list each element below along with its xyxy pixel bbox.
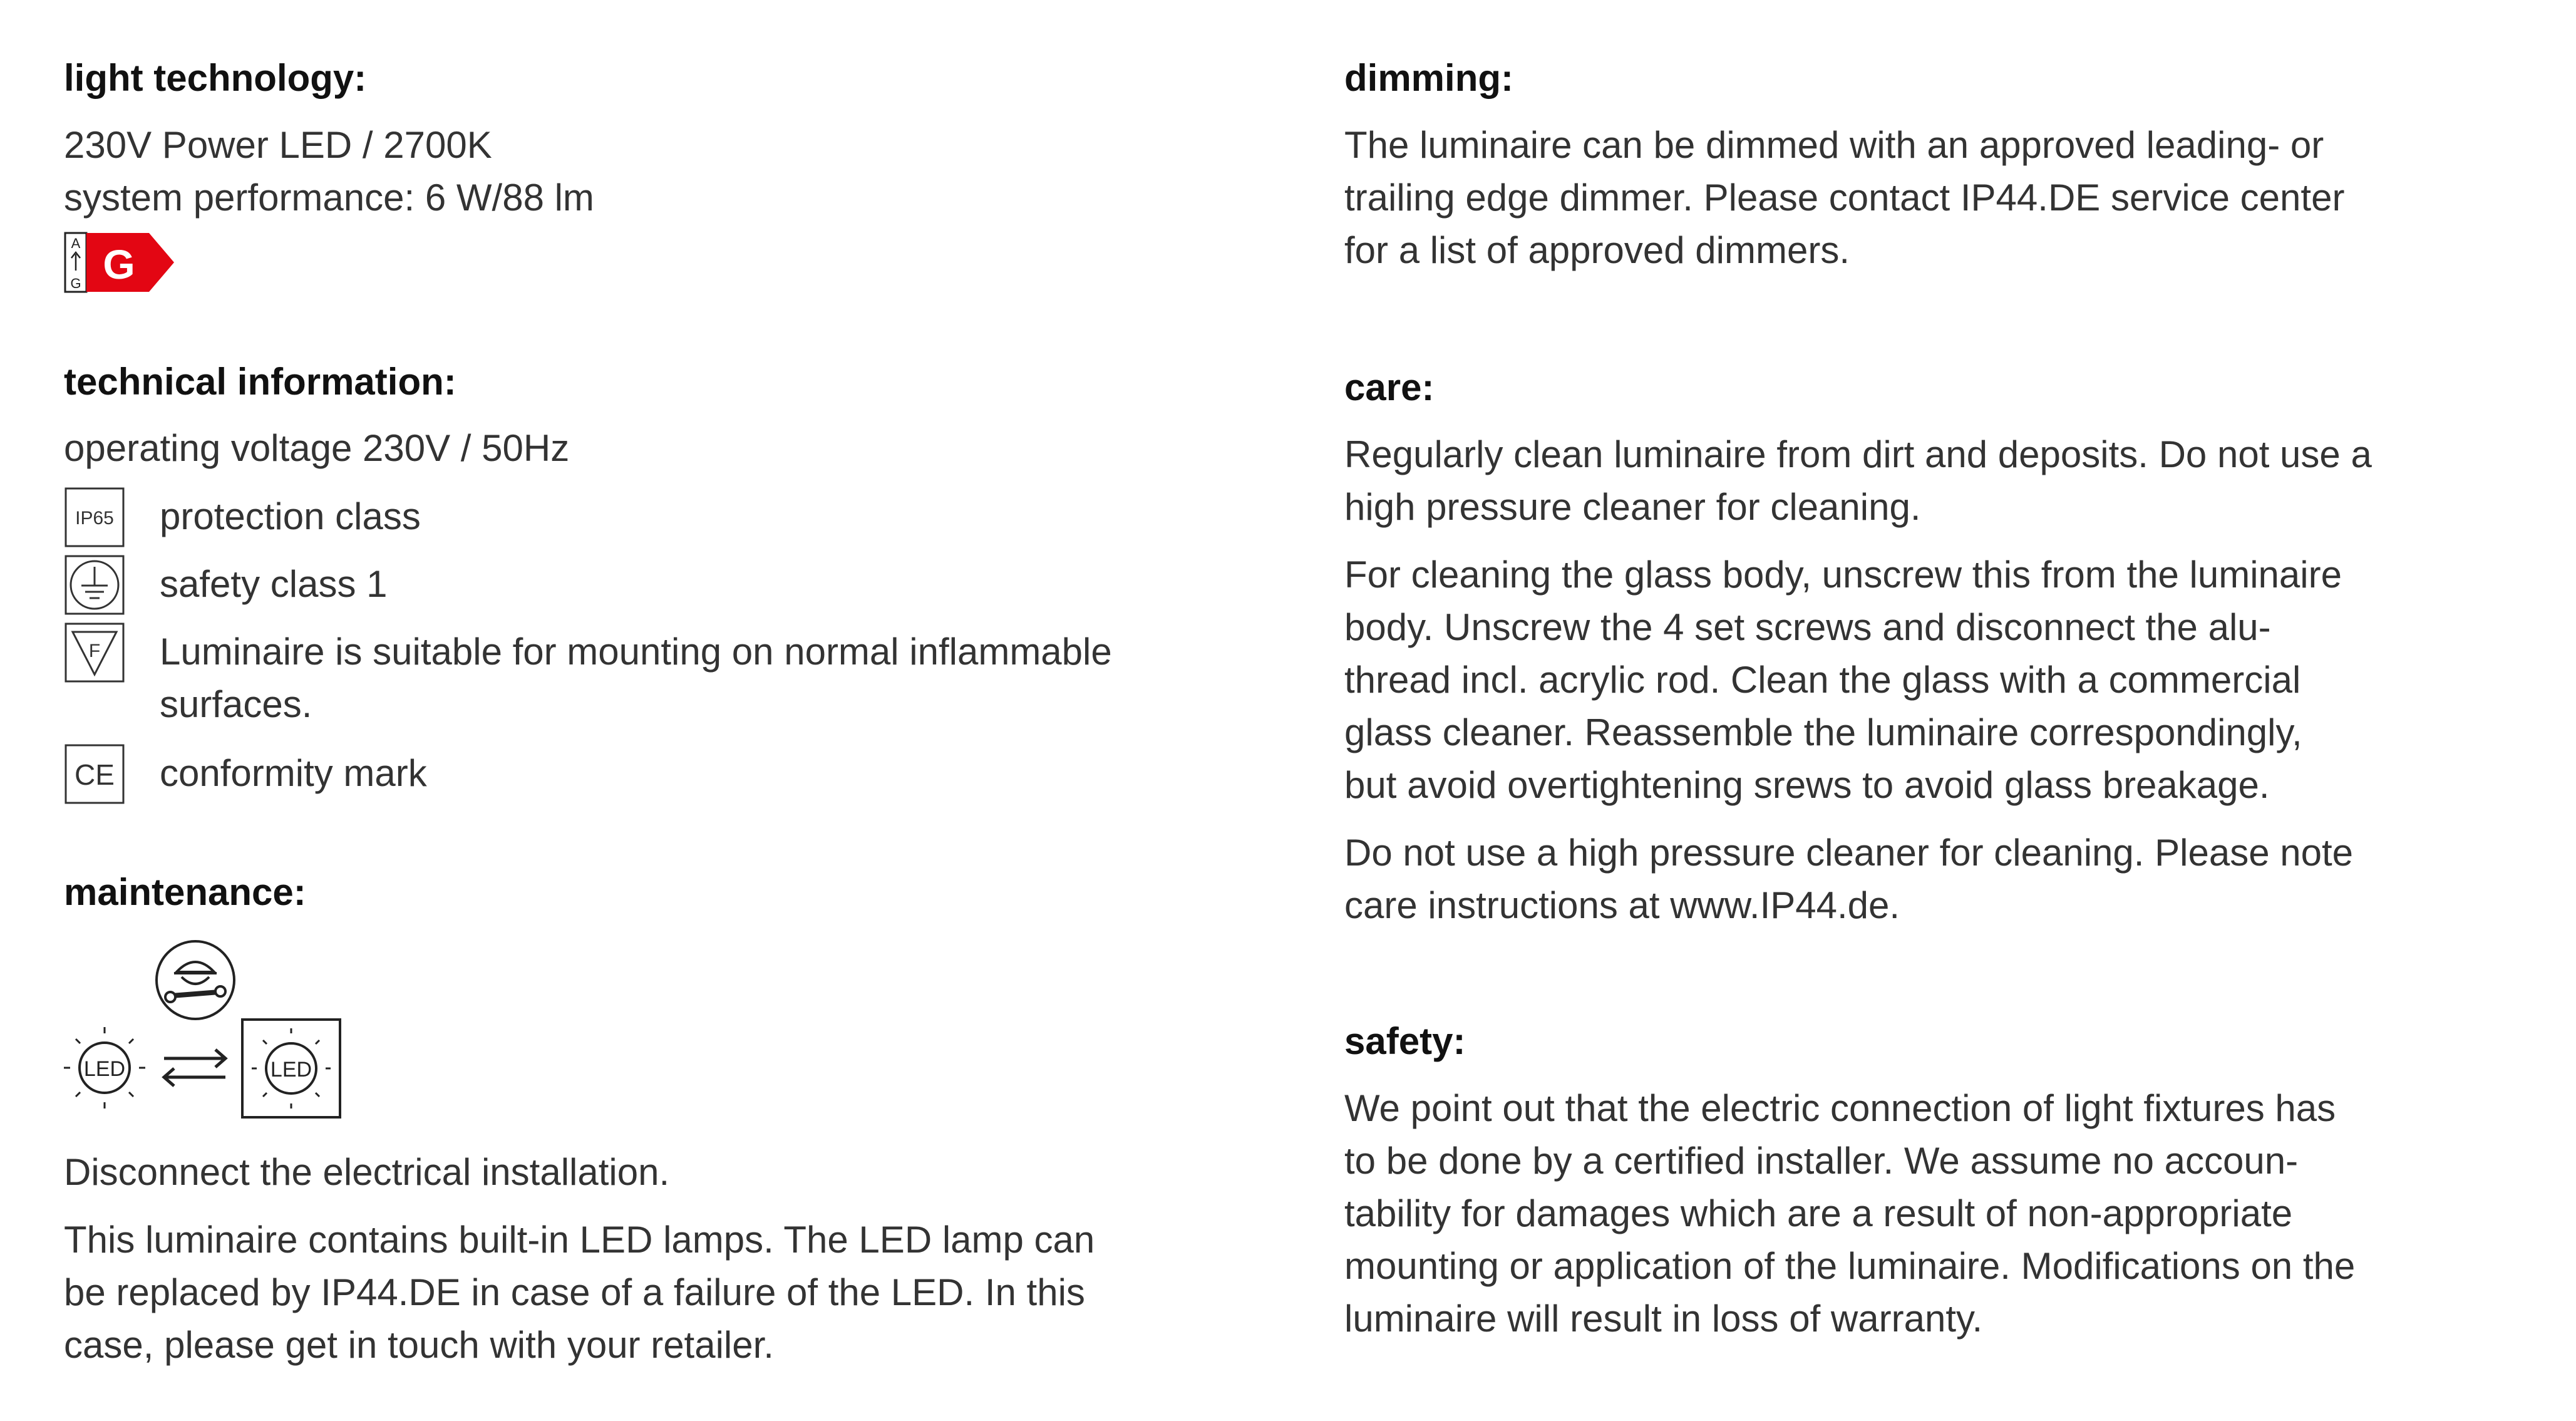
led-lamp-label: LED (83, 1057, 126, 1081)
conformity-mark-label: conformity mark (160, 752, 427, 794)
light-technology-heading: light technology: (64, 57, 367, 99)
led-lamp-icon (64, 1027, 145, 1108)
operating-voltage-line: operating voltage 230V / 50Hz (64, 427, 570, 469)
safety-class-label: safety class 1 (160, 563, 388, 605)
safety-line-2: to be done by a certified installer. We assume no accoun- (1344, 1140, 2299, 1182)
led-lamp-boxed-icon (242, 1020, 340, 1117)
protection-class-label: protection class (160, 495, 421, 537)
energy-label-icon (64, 232, 177, 294)
care-p1-line-2: high pressure cleaner for cleaning. (1344, 486, 1921, 528)
ce-mark-icon-text: CE (75, 758, 115, 791)
safety-line-1: We point out that the electric connection of light fixtures has (1344, 1087, 2336, 1129)
dimming-line-2: trailing edge dimmer. Please contact IP44.DE service center (1344, 177, 2345, 219)
system-performance-line: system performance: 6 W/88 lm (64, 177, 594, 219)
maintenance-line-1: This luminaire contains built-in LED lamps. The LED lamp can (64, 1219, 1095, 1261)
care-p2-line-4: glass cleaner. Reassemble the luminaire correspondingly, (1344, 711, 2302, 753)
f-mark-icon-text: F (88, 641, 101, 661)
swap-arrows-icon (164, 1050, 225, 1086)
mounting-surface-line-2: surfaces. (160, 683, 312, 725)
maintenance-heading: maintenance: (64, 871, 306, 913)
care-p2-line-5: but avoid overtightening srews to avoid glass breakage. (1344, 764, 2270, 806)
led-replacement-diagram (64, 939, 352, 1121)
energy-scale-top: A (71, 235, 81, 251)
ip65-icon-text: IP65 (75, 508, 114, 529)
care-p2-line-1: For cleaning the glass body, unscrew this from the luminaire (1344, 554, 2342, 596)
care-p3-line-1: Do not use a high pressure cleaner for cleaning. Please note (1344, 832, 2354, 874)
safety-line-4: mounting or application of the luminaire. Modifications on the (1344, 1245, 2356, 1287)
dimming-heading: dimming: (1344, 57, 1513, 99)
care-p3-line-2: care instructions at www.IP44.de. (1344, 884, 1900, 926)
disconnect-line: Disconnect the electrical installation. (64, 1151, 670, 1193)
energy-grade: G (103, 241, 135, 287)
f-mark-icon (64, 622, 125, 683)
technician-icon (157, 941, 234, 1019)
maintenance-line-3: case, please get in touch with your retailer. (64, 1324, 774, 1366)
energy-scale-bottom: G (70, 276, 81, 291)
ip65-icon (64, 487, 125, 548)
care-p2-line-3: thread incl. acrylic rod. Clean the glass with a commercial (1344, 659, 2301, 701)
dimming-line-1: The luminaire can be dimmed with an approved leading- or (1344, 124, 2324, 166)
mounting-surface-line-1: Luminaire is suitable for mounting on normal inflammable (160, 631, 1112, 673)
earth-ground-icon (64, 554, 125, 616)
care-p1-line-1: Regularly clean luminaire from dirt and deposits. Do not use a (1344, 433, 2372, 475)
safety-line-3: tability for damages which are a result of non-appropriate (1344, 1192, 2293, 1234)
maintenance-line-2: be replaced by IP44.DE in case of a failure of the LED. In this (64, 1271, 1085, 1313)
safety-line-5: luminaire will result in loss of warranty. (1344, 1298, 1983, 1340)
led-lamp-boxed-label: LED (270, 1058, 312, 1082)
care-heading: care: (1344, 366, 1435, 408)
safety-heading: safety: (1344, 1020, 1466, 1062)
technical-information-heading: technical information: (64, 361, 456, 403)
dimming-line-3: for a list of approved dimmers. (1344, 229, 1850, 271)
ce-mark-icon (64, 743, 125, 805)
care-p2-line-2: body. Unscrew the 4 set screws and disconnect the alu- (1344, 606, 2271, 648)
light-type-line: 230V Power LED / 2700K (64, 124, 492, 166)
